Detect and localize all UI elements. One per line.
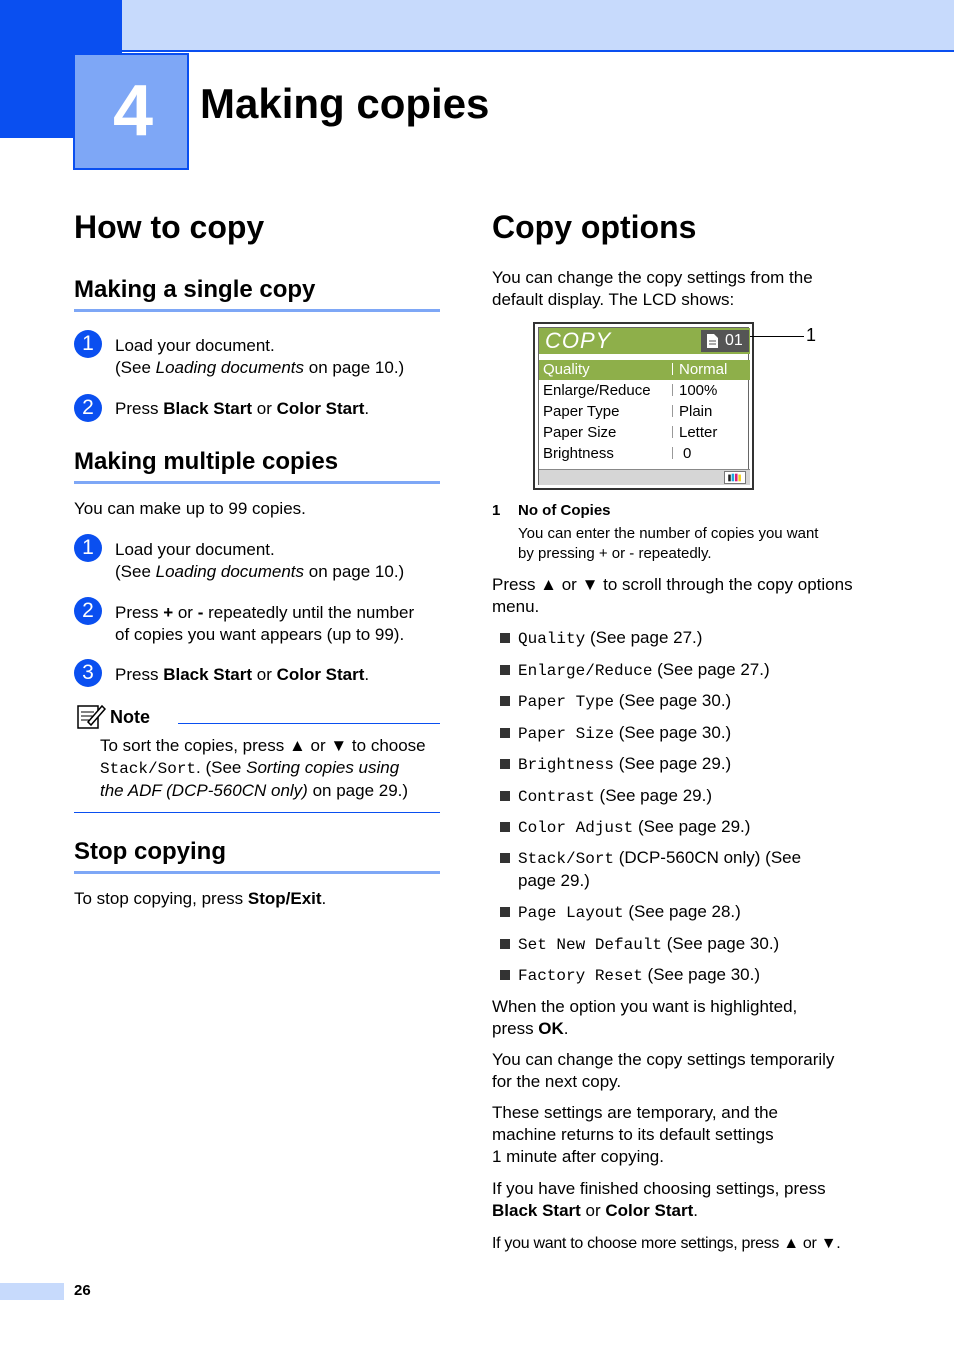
menu-term: Color Adjust [518,819,634,837]
lcd-row-label: Enlarge/Reduce [543,382,651,399]
text-italic: Sorting copies using [246,758,400,777]
list-item [518,785,712,808]
note-bottom-rule [74,812,440,813]
key-label: OK [538,1019,564,1038]
text: (See [115,358,156,377]
menu-term: Set New Default [518,936,663,954]
text: (See page 30.) [614,691,732,710]
step-badge: 1 [74,534,102,562]
menu-term: Contrast [518,788,595,806]
note-line [100,757,426,780]
step-text [115,398,369,420]
bullet [500,791,510,801]
text-line: You can change the copy settings from the [492,268,813,287]
lcd-separator [672,384,673,396]
lcd-row [539,381,750,401]
single-copy-heading: Making a single copy [74,276,316,303]
bullet [500,939,510,949]
document-icon [707,334,718,348]
text-line: You can enter the number of copies you want [518,525,819,542]
text-line [518,847,801,870]
menu-term: Paper Size [518,725,615,743]
bullet [500,822,510,832]
text-line: When the option you want is highlighted, [492,997,798,1016]
paragraph-finished [492,1178,826,1222]
scroll-instructions [492,574,853,618]
lcd-row-value: Normal [679,361,728,378]
lcd-row-value: Letter [679,424,718,441]
copy-options-intro [492,267,813,311]
lcd-row-label: Brightness [543,445,614,462]
list-item [518,659,770,682]
step-badge: 2 [74,597,102,625]
lcd-row [539,444,750,464]
bullet [500,728,510,738]
lcd-copies-box [701,330,749,352]
key-label: Color Start [276,665,365,684]
bullet [500,665,510,675]
lcd-row-value: Plain [679,403,713,420]
chapter-number: 4 [112,71,154,151]
bullet [500,633,510,643]
bullet [500,853,510,863]
text: (See page 30.) [614,723,732,742]
list-item [518,964,760,987]
text-line: 1 minute after copying. [492,1147,664,1166]
bullet [500,759,510,769]
text: (See page 27.) [585,628,703,647]
text-line: menu. [492,597,540,616]
text: . [364,399,370,418]
text: Press [115,665,164,684]
lcd-row-label: Paper Size [543,424,617,441]
lcd-row-value: 0 [683,445,692,462]
lcd-row [539,423,750,443]
list-item [518,690,731,713]
menu-term: Quality [518,630,586,648]
stop-copying-heading: Stop copying [74,838,226,865]
section-rule [74,871,440,874]
text: (See page 30.) [642,965,761,984]
lcd-title-bar [539,328,750,354]
section-rule [74,481,440,484]
key-label: Black Start [492,1201,581,1220]
lcd-row-label: Quality [543,361,590,378]
text-line: If you have finished choosing settings, press [492,1179,826,1198]
note-line: To sort the copies, press ▲ or ▼ to choose [100,736,426,755]
bullet [500,907,510,917]
lcd-copies-count: 01 [725,332,743,349]
text: Press [115,603,164,622]
text-line [492,1200,826,1222]
lcd-row-label: Paper Type [543,403,620,420]
legend-text [518,524,818,564]
menu-term: Enlarge/Reduce [518,662,653,680]
callout-number: 1 [806,325,817,345]
lcd-row [539,402,750,422]
text: (See page 28.) [623,902,741,921]
callout-line [750,336,804,337]
list-item [518,722,731,745]
note-rule [178,723,440,724]
text: on page 29.) [307,781,409,800]
text: (See page 27.) [652,660,770,679]
menu-term: Page Layout [518,904,624,922]
step-line [115,602,414,624]
key-label: + [163,603,174,622]
text-line [492,1018,797,1040]
list-item [518,627,702,650]
text-line: for the next copy. [492,1072,622,1091]
multiple-intro: You can make up to 99 copies. [74,499,306,518]
copy-options-heading: Copy options [492,209,697,245]
text: (DCP-560CN only) (See [614,848,802,867]
text-italic: the ADF (DCP-560CN only) [100,781,308,800]
list-item [518,816,750,839]
text: To stop copying, press [74,889,248,908]
legend-title: No of Copies [518,502,611,519]
chapter-number-box [73,53,189,170]
text: . [321,889,327,908]
text: or [252,399,277,418]
text-italic: Loading documents [155,358,305,377]
text: . [563,1019,569,1038]
bullet [500,696,510,706]
key-label: Black Start [163,399,253,418]
key-label: - [197,603,204,622]
menu-term: Brightness [518,756,615,774]
step-line [115,357,404,379]
text: on page 10.) [304,358,405,377]
note-title: Note [110,707,150,727]
lcd-status-bar [539,469,750,485]
note-pencil-icon [76,702,106,730]
step-badge: 1 [74,330,102,358]
text-line: page 29.) [518,871,590,890]
list-item [518,753,731,776]
text-line: default display. The LCD shows: [492,290,735,309]
text-italic: Loading documents [155,562,305,581]
step-line: Load your document. [115,336,275,355]
text: . [693,1201,698,1220]
bullet [500,970,510,980]
text: Press [115,399,164,418]
step-line: of copies you want appears (up to 99). [115,625,405,644]
footer-bar [0,1283,64,1300]
text: or [252,665,277,684]
text: press [492,1019,539,1038]
step-badge: 3 [74,659,102,687]
note-body [100,735,426,802]
step-badge: 2 [74,394,102,422]
header-band [122,0,954,52]
text-line: by pressing + or - repeatedly. [518,545,712,562]
step-text [115,335,404,379]
text: (See page 30.) [662,934,780,953]
key-label: Black Start [163,665,253,684]
paragraph-ok [492,996,797,1040]
menu-term: Stack/Sort [518,850,615,868]
key-label: Color Start [276,399,365,418]
step-line [115,561,404,583]
step-text [115,602,414,646]
lcd-separator [672,447,673,459]
lcd-separator [672,426,673,438]
text-line: Press ▲ or ▼ to scroll through the copy options [492,575,853,594]
paragraph-temporary [492,1049,834,1093]
page-number: 26 [74,1282,91,1299]
lcd-mode-label: COPY [545,328,612,353]
multiple-copies-heading: Making multiple copies [74,448,339,475]
text: on page 10.) [304,562,405,581]
text: repeatedly until the number [203,603,415,622]
key-label: Stop/Exit [247,889,322,908]
text-line: These settings are temporary, and the [492,1103,779,1122]
section-rule [74,309,440,312]
list-item [518,933,779,956]
step-text [115,664,369,686]
list-item [518,847,801,892]
stop-text [74,888,326,910]
menu-term: Factory Reset [518,967,643,985]
menu-term: Stack/Sort [100,760,197,778]
menu-term: Paper Type [518,693,615,711]
legend-number: 1 [492,502,501,519]
chapter-title: Making copies [200,80,490,127]
lcd-row-value: 100% [679,382,718,399]
lcd-display [533,322,754,490]
text: (See page 29.) [594,786,713,805]
lcd-separator [672,363,673,375]
lcd-screen [538,327,749,485]
step-line: Load your document. [115,540,275,559]
text: . (See [196,758,247,777]
text-line: machine returns to its default settings [492,1125,774,1144]
text: (See page 29.) [614,754,732,773]
paragraph-more: If you want to choose more settings, press ▲ or ▼. [492,1235,841,1252]
list-item [518,901,741,924]
ink-level-icon [724,471,746,484]
lcd-row-selected [539,360,750,380]
text: or [173,603,198,622]
text: or [580,1201,606,1220]
lcd-separator [672,405,673,417]
note-line [100,780,426,802]
text: (See [115,562,156,581]
key-label: Color Start [605,1201,694,1220]
step-text [115,539,404,583]
text-line: You can change the copy settings temporarily [492,1050,835,1069]
text: . [364,665,370,684]
how-to-copy-heading: How to copy [74,209,265,245]
paragraph-defaults [492,1102,778,1168]
text: (See page 29.) [633,817,751,836]
